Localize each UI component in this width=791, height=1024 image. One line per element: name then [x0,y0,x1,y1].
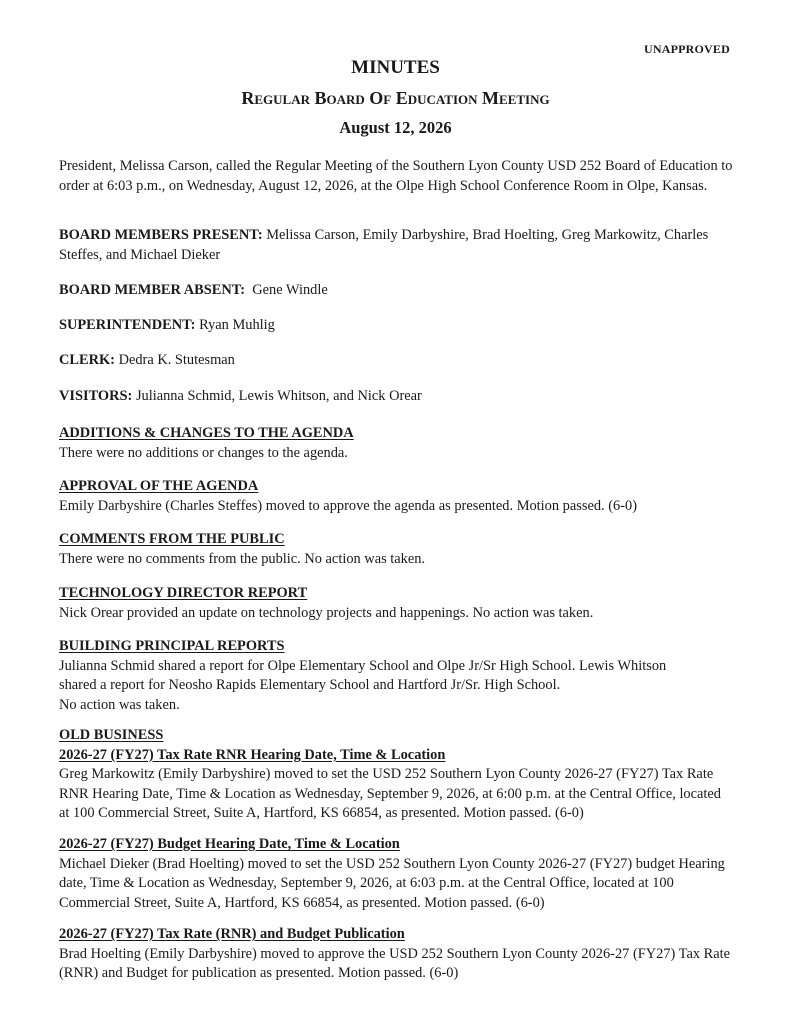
section-body-line: No action was taken. [59,696,180,713]
section-heading: COMMENTS FROM THE PUBLIC [59,531,285,547]
section-body: Nick Orear provided an update on technology projects and happenings. No action was taken. [59,604,594,621]
visitors-label: VISITORS: [59,388,133,404]
old-business-item-publication [59,925,733,984]
section-heading: BUILDING PRINCIPAL REPORTS [59,638,285,654]
clerk [59,351,733,371]
section-heading: APPROVAL OF THE AGENDA [59,478,259,494]
section-body-line: shared a report for Neosho Rapids Elementary School and Hartford Jr/Sr. High School. [59,677,561,693]
members-present-label: BOARD MEMBERS PRESENT: [59,227,263,243]
item-heading: 2026-27 (FY27) Budget Hearing Date, Time & Location [59,836,400,852]
section-old-business [59,726,733,824]
section-comments [59,530,733,569]
members-absent [59,281,733,301]
members-present [59,226,733,265]
meeting-subtitle: Regular Board Of Education Meeting [241,88,550,108]
status-stamp: UNAPPROVED [644,42,730,56]
item-body: Michael Dieker (Brad Hoelting) moved to set the USD 252 Southern Lyon County 2026-27 (FY27) budget Hearing date, Time & Location as Wednesday, September 9, 2026, at 6:03 p.m. at the Central Office, located at 100 Commercial Street, Suite A, Hartford, KS 66854, as presented. Motion passed. (6-0) [59,855,725,911]
meeting-date: August 12, 2026 [339,118,452,137]
visitors-value: Julianna Schmid, Lewis Whitson, and Nick Orear [135,388,422,404]
section-body-line: Julianna Schmid shared a report for Olpe Elementary School and Olpe Jr/Sr High School. Lewis Whitson [59,657,667,674]
section-body: Emily Darbyshire (Charles Steffes) moved to approve the agenda as presented. Motion passed. (6-0) [59,497,637,514]
section-approval [59,477,733,516]
clerk-value: Dedra K. Stutesman [118,352,235,368]
intro-text: President, Melissa Carson, called the Regular Meeting of the Southern Lyon County USD 252 Board of Education to order at 6:03 p.m., on Wednesday, August 12, 2026, at the Olpe High School Conference Room in Olpe, Kansas. [59,158,733,194]
section-principal [59,637,733,715]
section-technology [59,584,733,623]
members-absent-value: Gene Windle [252,282,328,298]
superintendent [59,316,733,336]
section-heading: OLD BUSINESS [59,727,164,743]
members-absent-label: BOARD MEMBER ABSENT: [59,282,246,298]
section-heading: ADDITIONS & CHANGES TO THE AGENDA [59,425,354,441]
visitors [59,387,733,407]
item-heading: 2026-27 (FY27) Tax Rate (RNR) and Budget Publication [59,926,405,942]
item-heading: 2026-27 (FY27) Tax Rate RNR Hearing Date, Time & Location [59,746,446,763]
superintendent-value: Ryan Muhlig [199,317,275,333]
section-body: There were no additions or changes to the agenda. [59,444,348,461]
intro-paragraph [59,157,733,196]
section-heading: TECHNOLOGY DIRECTOR REPORT [59,585,308,601]
item-body: Greg Markowitz (Emily Darbyshire) moved to set the USD 252 Southern Lyon County 2026-27 (FY27) Tax Rate RNR Hearing Date, Time & Location as Wednesday, September 9, 2026, at 6:00 p.m. at the Central Office, located at 100 Commercial Street, Suite A, Hartford, KS 66854, as presented. Motion passed. (6-0) [59,766,721,821]
document-title: MINUTES [351,57,440,78]
members-present-value: Melissa Carson, Emily Darbyshire, Brad Hoelting, Greg Markowitz, Charles Steffes, and Michael Dieker [59,227,709,263]
old-business-item-budget [59,835,733,913]
clerk-label: CLERK: [59,352,115,368]
section-additions [59,424,733,463]
superintendent-label: SUPERINTENDENT: [59,317,196,333]
item-body: Brad Hoelting (Emily Darbyshire) moved to approve the USD 252 Southern Lyon County 2026-27 (FY27) Tax Rate (RNR) and Budget for publication as presented. Motion passed. (6-0) [59,945,730,981]
section-body: There were no comments from the public. No action was taken. [59,550,426,567]
